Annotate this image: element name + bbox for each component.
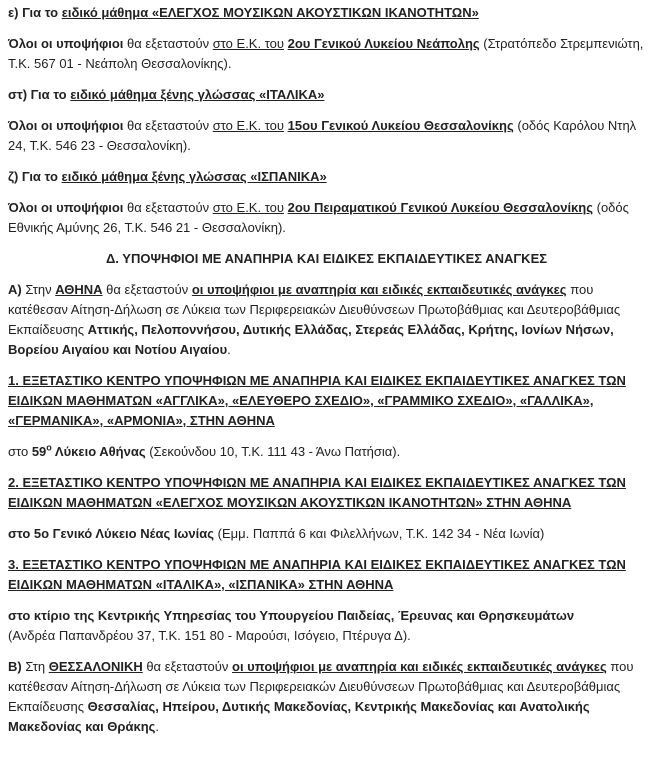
candidates-all: Όλοι οι υποψήφιοι [8,36,124,51]
subject-link[interactable]: ειδικό μάθημα ξένης γλώσσας «ΙΣΠΑΝΙΚΑ» [61,169,327,184]
exam-text: θα εξεταστούν [123,36,213,51]
school-address: (Σεκούνδου 10, Τ.Κ. 111 43 - Άνω Πατήσια). [145,444,401,459]
exam-center-2-location [8,524,645,544]
school-name: στο 5ο Γενικό Λύκειο Νέας Ιωνίας [8,526,215,541]
school-address: (Στρατόπεδο Στρεμπενιώτη, Τ.Κ. 567 01 - Νεάπολη Θεσσαλονίκης). [8,36,644,71]
school-name: Λύκειο Αθήνας [51,444,146,459]
school-name[interactable]: 2ου Πειραματικού Γενικού Λυκείου Θεσσαλονίκης [287,200,594,215]
section-label: ε) Για το [8,5,62,20]
candidates-disability[interactable]: οι υποψήφιοι με αναπηρία και ειδικές εκπαιδευτικές ανάγκες [232,659,607,674]
section-a-text: Α) Στην ΑΘΗΝΑ θα εξεταστούν οι υποψήφιοι με αναπηρία και ειδικές εκπαιδευτικές ανάγκες που κατέθεσαν Αίτηση-Δήλωση σε Λύκεια των Περιφερειακών Διευθύνσεων Πρωτοβάθμιας και Δευτεροβάθμιας Εκπαίδευσης Αττικής, Πελοποννήσου, Δυτικής Ελλάδας, Στερεάς Ελλάδας, Κρήτης, Ιονίων Νήσων, Βορείου Αιγαίου και Νοτίου Αιγαίου. [8,282,621,357]
section-label: Α) [8,282,22,297]
exam-text: θα εξεταστούν [123,200,213,215]
section-label: ζ) Για το [8,169,62,184]
city-name[interactable]: ΘΕΣΣΑΛΟΝΙΚΗ [48,659,143,674]
city-name[interactable]: ΑΘΗΝΑ [55,282,103,297]
school-address: (οδός Εθνικής Αμύνης 26, Τ.Κ. 546 21 - Θεσσαλονίκη). [8,200,629,235]
section-e-heading [8,3,645,23]
school-address: (Εμμ. Παππά 6 και Φιλελλήνων, Τ.Κ. 142 34 - Νέα Ιωνία) [214,526,545,541]
section-label: στ) Για το [8,87,71,102]
candidates-all: Όλοι οι υποψήφιοι [8,118,124,133]
subject-link[interactable]: ειδικό μάθημα ξένης γλώσσας «ΙΤΑΛΙΚΑ» [70,87,325,102]
exam-center-2-title: 2. ΕΞΕΤΑΣΤΙΚΟ ΚΕΝΤΡΟ ΥΠΟΨΗΦΙΩΝ ΜΕ ΑΝΑΠΗΡΙΑ ΚΑΙ ΕΙΔΙΚΕΣ ΕΚΠΑΙΔΕΥΤΙΚΕΣ ΑΝΑΓΚΕΣ ΤΩΝ ΕΙΔΙΚΩΝ ΜΑΘΗΜΑΤΩΝ «ΕΛΕΓΧΟΣ ΜΟΥΣΙΚΩΝ ΑΚΟΥΣΤΙΚΩΝ ΙΚΑΝΟΤΗΤΩΝ» ΣΤΗΝ ΑΘΗΝΑ [8,475,626,510]
section-st-text [8,116,645,156]
subject-link[interactable]: ειδικό μάθημα «ΕΛΕΓΧΟΣ ΜΟΥΣΙΚΩΝ ΑΚΟΥΣΤΙΚΩΝ ΙΚΑΝΟΤΗΤΩΝ» [61,5,479,20]
school-name: στο κτίριο της Κεντρικής Υπηρεσίας του Υπουργείου Παιδείας, Έρευνας και Θρησκευμάτων [8,608,575,623]
section-d-heading: Δ. ΥΠΟΨΗΦΙΟΙ ΜΕ ΑΝΑΠΗΡΙΑ ΚΑΙ ΕΙΔΙΚΕΣ ΕΚΠΑΙΔΕΥΤΙΚΕΣ ΑΝΑΓΚΕΣ [105,251,548,266]
exam-center-3-title: 3. ΕΞΕΤΑΣΤΙΚΟ ΚΕΝΤΡΟ ΥΠΟΨΗΦΙΩΝ ΜΕ ΑΝΑΠΗΡΙΑ ΚΑΙ ΕΙΔΙΚΕΣ ΕΚΠΑΙΔΕΥΤΙΚΕΣ ΑΝΑΓΚΕΣ ΤΩΝ ΕΙΔΙΚΩΝ ΜΑΘΗΜΑΤΩΝ «ΙΤΑΛΙΚΑ», «ΙΣΠΑΝΙΚΑ» ΣΤΗΝ ΑΘΗΝΑ [8,557,626,592]
school-number: 59 [31,444,47,459]
section-z-heading [8,167,645,187]
section-z-text [8,198,645,238]
ordinal-sup: ο [46,442,52,453]
section-e-text [8,34,645,74]
document-page [0,3,650,737]
exam-center-link[interactable]: στο Ε.Κ. του [212,36,284,51]
section-b-text: Β) Στη ΘΕΣΣΑΛΟΝΙΚΗ θα εξεταστούν οι υποψήφιοι με αναπηρία και ειδικές εκπαιδευτικές ανάγκες που κατέθεσαν Αίτηση-Δήλωση σε Λύκεια των Περιφερειακών Διευθύνσεων Πρωτοβάθμιας και Δευτεροβάθμιας Εκπαίδευσης Θεσσαλίας, Ηπείρου, Δυτικής Μακεδονίας, Κεντρικής Μακεδονίας και Ανατολικής Μακεδονίας και Θράκης. [8,659,634,734]
section-st-heading [8,85,645,105]
school-name[interactable]: 2ου Γενικού Λυκείου Νεάπολης [287,36,480,51]
section-label: Β) [8,659,22,674]
regions-list: Θεσσαλίας, Ηπείρου, Δυτικής Μακεδονίας, Κεντρικής Μακεδονίας και Ανατολικής Μακεδονίας και Θράκης [8,699,590,734]
exam-text: θα εξεταστούν [123,118,213,133]
regions-list: Αττικής, Πελοποννήσου, Δυτικής Ελλάδας, Στερεάς Ελλάδας, Κρήτης, Ιονίων Νήσων, Βορείου Αιγαίου και Νοτίου Αιγαίου [8,322,614,357]
exam-center-1-location: στο $59^o$ Λύκειο Αθήνας (Σεκούνδου 10, Τ.Κ. 111 43 - Άνω Πατήσια). [8,442,401,459]
exam-center-link[interactable]: στο Ε.Κ. του [212,200,284,215]
exam-center-1-title: 1. ΕΞΕΤΑΣΤΙΚΟ ΚΕΝΤΡΟ ΥΠΟΨΗΦΙΩΝ ΜΕ ΑΝΑΠΗΡΙΑ ΚΑΙ ΕΙΔΙΚΕΣ ΕΚΠΑΙΔΕΥΤΙΚΕΣ ΑΝΑΓΚΕΣ ΤΩΝ ΕΙΔΙΚΩΝ ΜΑΘΗΜΑΤΩΝ «ΑΓΓΛΙΚΑ», «ΕΛΕΥΘΕΡΟ ΣΧΕΔΙΟ», «ΓΡΑΜΜΙΚΟ ΣΧΕΔΙΟ», «ΓΑΛΛΙΚΑ», «ΓΕΡΜΑΝΙΚΑ», «ΑΡΜΟΝΙΑ», ΣΤΗΝ ΑΘΗΝΑ [8,373,626,428]
candidates-all: Όλοι οι υποψήφιοι [8,200,124,215]
candidates-disability[interactable]: οι υποψήφιοι με αναπηρία και ειδικές εκπαιδευτικές ανάγκες [191,282,567,297]
school-name[interactable]: 15ου Γενικού Λυκείου Θεσσαλονίκης [287,118,514,133]
school-address: (οδός Καρόλου Ντηλ 24, Τ.Κ. 546 23 - Θεσσαλονίκη). [8,118,637,153]
exam-center-link[interactable]: στο Ε.Κ. του [212,118,284,133]
exam-center-3-location [8,606,645,646]
school-address: (Ανδρέα Παπανδρέου 37, Τ.Κ. 151 80 - Μαρούσι, Ισόγειο, Πτέρυγα Δ). [8,628,411,643]
